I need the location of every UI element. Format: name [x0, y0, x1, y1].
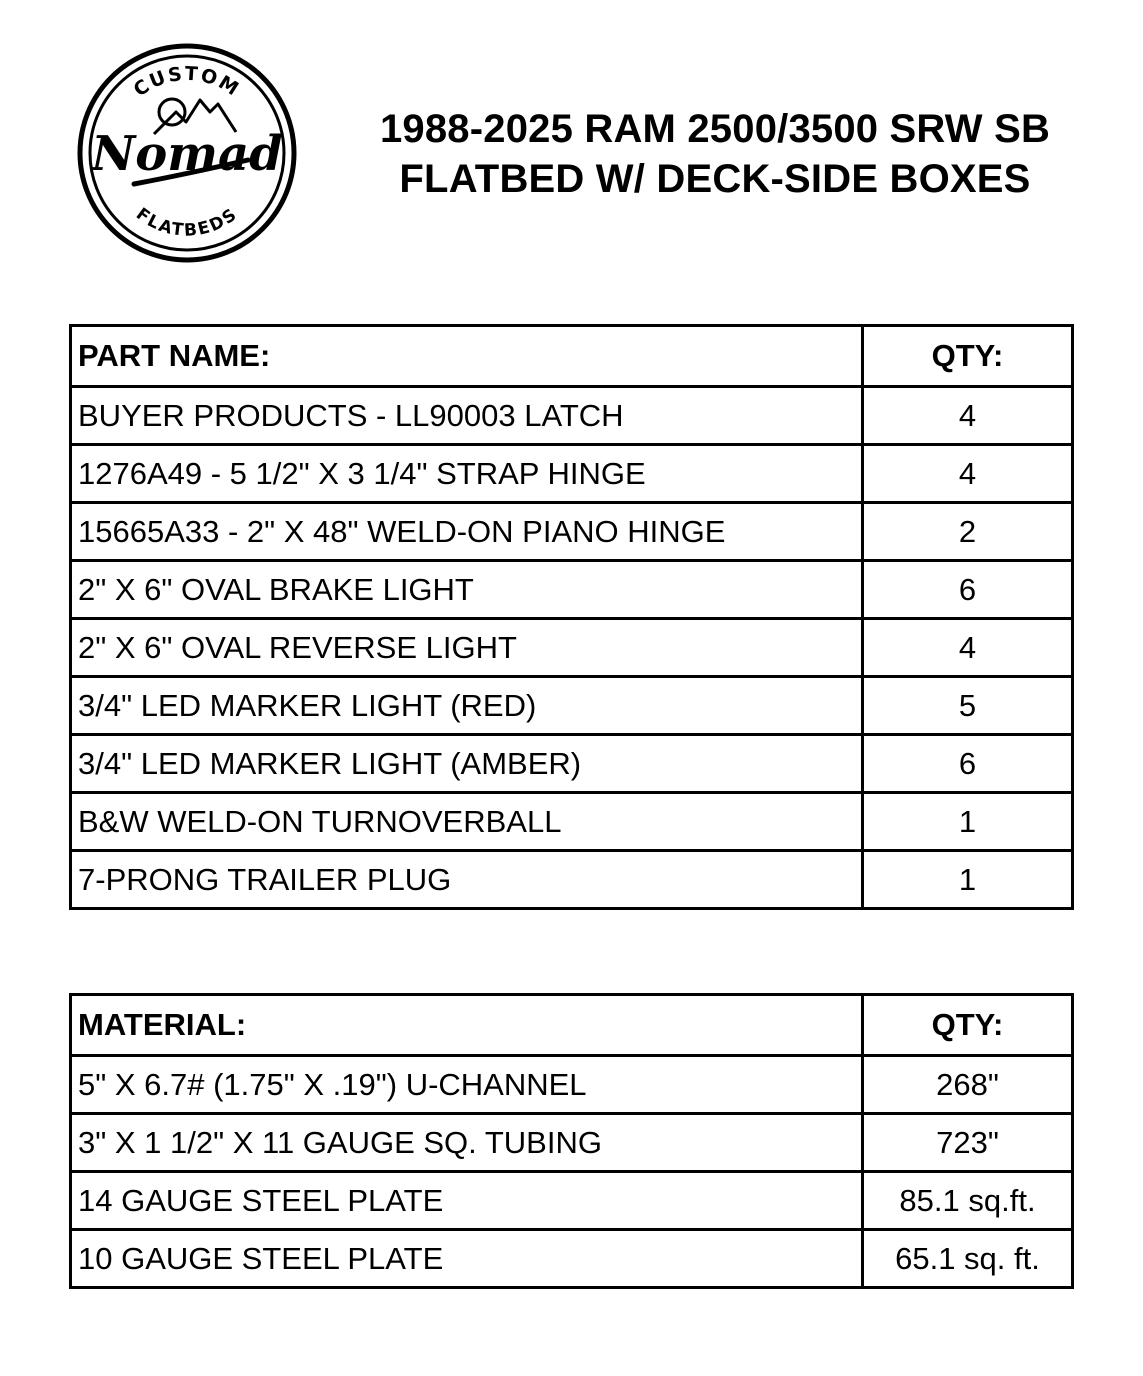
part-name-cell: B&W WELD-ON TURNOVERBALL	[71, 793, 863, 851]
part-name-cell: 2" X 6" OVAL REVERSE LIGHT	[71, 619, 863, 677]
table-row	[71, 735, 1073, 793]
material-name-cell: 3" X 1 1/2" X 11 GAUGE SQ. TUBING	[71, 1114, 863, 1172]
qty-cell: 268"	[863, 1056, 1073, 1114]
table-row	[71, 1172, 1073, 1230]
qty-header: QTY:	[863, 995, 1073, 1056]
custom-nomad-flatbeds-logo	[76, 42, 298, 264]
title-line-2: FLATBED W/ DECK-SIDE BOXES	[399, 157, 1031, 201]
logo-script-text: Nomad	[91, 126, 283, 182]
qty-cell: 1	[863, 851, 1073, 909]
part-name-cell: 7-PRONG TRAILER PLUG	[71, 851, 863, 909]
logo-seal-graphic	[76, 42, 298, 264]
table-row	[71, 1114, 1073, 1172]
table-row	[71, 1056, 1073, 1114]
sun-icon	[159, 99, 185, 125]
qty-cell: 4	[863, 619, 1073, 677]
qty-cell: 2	[863, 503, 1073, 561]
table-row	[71, 677, 1073, 735]
qty-cell: 85.1 sq.ft.	[863, 1172, 1073, 1230]
table-row	[71, 619, 1073, 677]
table-row	[71, 851, 1073, 909]
part-name-cell: 15665A33 - 2" X 48" WELD-ON PIANO HINGE	[71, 503, 863, 561]
materials-header-row	[71, 995, 1073, 1056]
page-title	[330, 104, 1100, 204]
parts-header-row	[71, 326, 1073, 387]
table-row	[71, 561, 1073, 619]
material-name-cell: 10 GAUGE STEEL PLATE	[71, 1230, 863, 1288]
part-name-cell: 2" X 6" OVAL BRAKE LIGHT	[71, 561, 863, 619]
title-line-1: 1988-2025 RAM 2500/3500 SRW SB	[379, 107, 1051, 151]
qty-cell: 1	[863, 793, 1073, 851]
material-name-cell: 5" X 6.7# (1.75" X .19") U-CHANNEL	[71, 1056, 863, 1114]
qty-cell: 6	[863, 735, 1073, 793]
qty-cell: 723"	[863, 1114, 1073, 1172]
material-name-cell: 14 GAUGE STEEL PLATE	[71, 1172, 863, 1230]
material-header: MATERIAL:	[71, 995, 863, 1056]
part-name-cell: 3/4" LED MARKER LIGHT (RED)	[71, 677, 863, 735]
table-row	[71, 1230, 1073, 1288]
qty-cell: 6	[863, 561, 1073, 619]
part-name-header: PART NAME:	[71, 326, 863, 387]
table-row	[71, 793, 1073, 851]
qty-cell: 4	[863, 387, 1073, 445]
logo-top-text: CUSTOM	[129, 62, 244, 102]
materials-table	[69, 993, 1074, 1289]
table-row	[71, 387, 1073, 445]
part-name-cell: 3/4" LED MARKER LIGHT (AMBER)	[71, 735, 863, 793]
logo-bottom-text: FLATBEDS	[132, 204, 242, 241]
qty-cell: 4	[863, 445, 1073, 503]
table-row	[71, 503, 1073, 561]
qty-header: QTY:	[863, 326, 1073, 387]
table-row	[71, 445, 1073, 503]
parts-table	[69, 324, 1074, 910]
part-name-cell: 1276A49 - 5 1/2" X 3 1/4" STRAP HINGE	[71, 445, 863, 503]
qty-cell: 5	[863, 677, 1073, 735]
qty-cell: 65.1 sq. ft.	[863, 1230, 1073, 1288]
part-name-cell: BUYER PRODUCTS - LL90003 LATCH	[71, 387, 863, 445]
